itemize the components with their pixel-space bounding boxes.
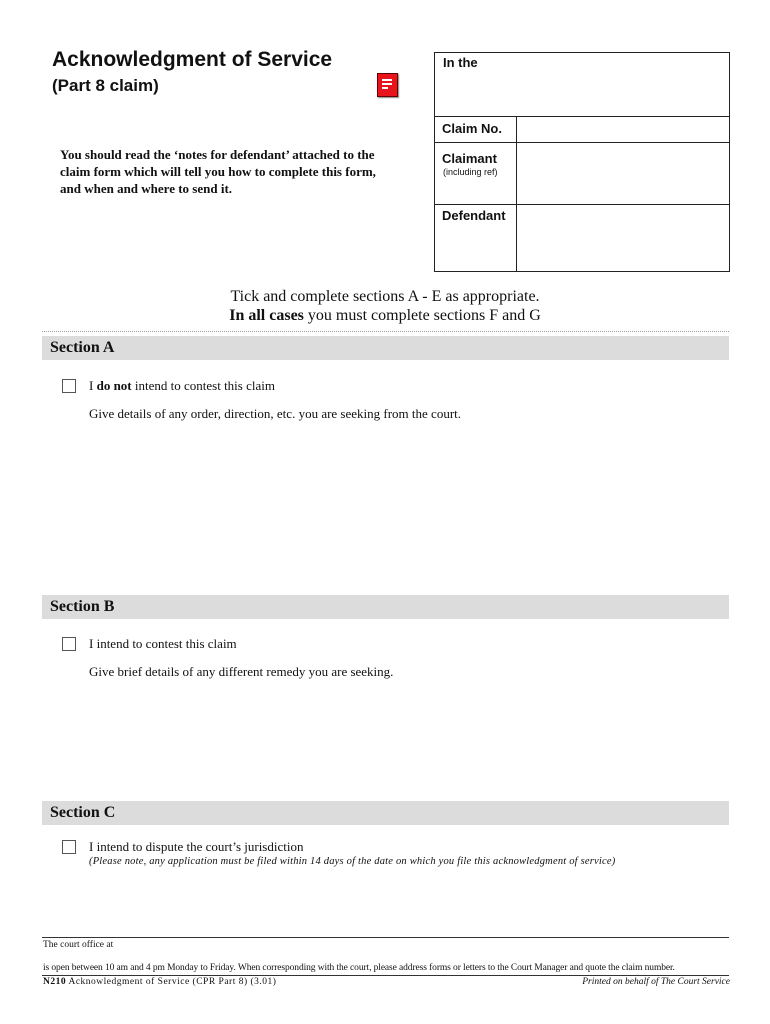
instructions-rest: you must complete sections F and G (303, 307, 541, 324)
section-c-title: Section C (50, 804, 116, 821)
section-a-header (42, 336, 729, 360)
claimant-sublabel: (including ref) (443, 167, 498, 177)
section-b-title: Section B (50, 598, 115, 615)
instructions-line2 (0, 307, 770, 325)
instructions-line1: Tick and complete sections A - E as appropriate. (230, 288, 540, 305)
note-icon[interactable] (377, 73, 398, 97)
court-name-field[interactable] (437, 72, 727, 114)
section-b-details-field[interactable] (89, 684, 729, 794)
section-c-check-label: I intend to dispute the court’s jurisdiction (89, 839, 304, 854)
claim-no-field[interactable] (519, 118, 727, 140)
court-hours-text: is open between 10 am and 4 pm Monday to Friday. When corresponding with the court, please address forms or letters to the Court Manager and quote the claim number. (43, 963, 675, 973)
section-a-details-field[interactable] (89, 426, 729, 586)
form-code: N210 Acknowledgment of Service (CPR Part 8) (3.01) (43, 977, 277, 987)
section-c-checkbox[interactable] (62, 840, 76, 854)
section-a-checkbox[interactable] (62, 379, 76, 393)
claimant-field[interactable] (519, 144, 727, 202)
defendant-label: Defendant (442, 208, 506, 223)
court-office-label: The court office at (43, 940, 114, 950)
section-a-title: Section A (50, 339, 115, 356)
intro-text: You should read the ‘notes for defendant’ attached to the claim form which will tell you how to complete this form, and when and where to send it. (60, 147, 376, 196)
form-subtitle: (Part 8 claim) (52, 76, 159, 95)
in-the-label: In the (443, 55, 478, 70)
footer-divider-2 (42, 975, 729, 976)
section-c-note: (Please note, any application must be filed within 14 days of the date on which you file this acknowledgment of service) (89, 856, 616, 867)
section-a-details-label: Give details of any order, direction, etc. you are seeking from the court. (89, 406, 462, 421)
claim-no-label: Claim No. (442, 121, 502, 136)
footer-divider (42, 937, 729, 938)
instructions-bold: In all cases (229, 307, 304, 324)
section-b-header (42, 595, 729, 619)
section-c-header (42, 801, 729, 825)
claimant-label: Claimant (442, 151, 497, 166)
divider (42, 331, 729, 332)
form-title: Acknowledgment of Service (52, 48, 333, 71)
defendant-field[interactable] (519, 206, 727, 268)
section-b-checkbox[interactable] (62, 637, 76, 651)
section-a-check-label: I do not intend to contest this claim (89, 378, 275, 393)
section-b-check-label: I intend to contest this claim (89, 636, 237, 651)
printed-by: Printed on behalf of The Court Service (582, 977, 730, 987)
section-b-details-label: Give brief details of any different remedy you are seeking. (89, 664, 394, 679)
